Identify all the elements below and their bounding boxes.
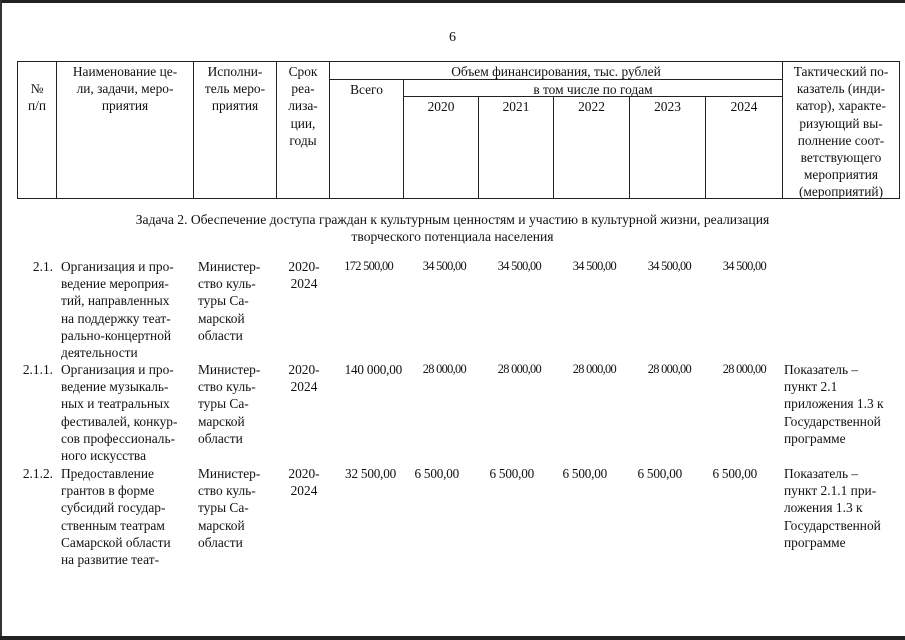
scan-edge-bottom [0, 636, 905, 640]
row-indicator: Показатель – пункт 2.1 приложения 1.3 к Государственной программе [784, 362, 884, 446]
header-year-2020: 2020 [427, 99, 455, 114]
header-year-2024: 2024 [730, 99, 758, 114]
row-total: 172 500,00 [344, 259, 393, 273]
row-name: Организация и про- ведение музыкаль- ных и театральных фестивалей, конкур- сов профессиональ- ного искусства [61, 362, 178, 464]
header-executor: Исполни- тель меро- приятия [204, 64, 266, 114]
row-name: Организация и про- ведение мероприя- тий, направленных на поддержку теат- рально-концертной деятельности [61, 259, 174, 361]
row-value-2020: 28 000,00 [422, 362, 466, 376]
header-year-2023: 2023 [654, 99, 681, 114]
header-indicator: Тактический по- казатель (инди- катор), характе- ризующий вы- полнение соот- ветствующего мероприятия (мероприятий) [793, 64, 889, 200]
header-financing: Объем финансирования, тыс. рублей [451, 64, 661, 79]
row-total: 140 000,00 [344, 362, 402, 377]
row-indicator: Показатель – пункт 2.1.1 при- ложения 1.3 к Государственной программе [784, 466, 881, 550]
row-value-2024: 6 500,00 [712, 466, 757, 481]
row-term: 2020- 2024 [288, 362, 320, 395]
header-year-2022: 2022 [578, 99, 605, 114]
row-term: 2020- 2024 [288, 259, 320, 292]
header-no: № п/п [27, 81, 47, 114]
header-term: Срок реа- лиза- ции, годы [288, 64, 318, 148]
row-value-2023: 34 500,00 [647, 259, 691, 273]
row-term: 2020- 2024 [288, 466, 320, 499]
row-total: 32 500,00 [345, 466, 396, 481]
scan-edge-top [0, 0, 905, 3]
row-executor: Министер- ство куль- туры Са- марской области [198, 466, 261, 550]
row-value-2021: 34 500,00 [497, 259, 541, 273]
row-value-2024: 34 500,00 [722, 259, 766, 273]
row-value-2022: 6 500,00 [562, 466, 607, 481]
row-executor: Министер- ство куль- туры Са- марской области [198, 259, 261, 343]
header-by-years: в том числе по годам [533, 82, 653, 97]
row-value-2023: 6 500,00 [637, 466, 682, 481]
row-value-2021: 6 500,00 [489, 466, 534, 481]
row-number: 2.1.2. [22, 466, 53, 481]
header-year-2021: 2021 [502, 99, 530, 114]
row-value-2024: 28 000,00 [722, 362, 766, 376]
header-name: Наименование це- ли, задачи, меро- приятия [72, 64, 178, 114]
row-value-2023: 28 000,00 [647, 362, 691, 376]
row-value-2022: 28 000,00 [572, 362, 616, 376]
page-number: 6 [449, 30, 456, 45]
header-total: Всего [350, 82, 383, 97]
task-title: Задача 2. Обеспечение доступа граждан к культурным ценностям и участию в культурной жизни, реализация творческого потенциала населения [135, 212, 770, 244]
row-value-2022: 34 500,00 [572, 259, 616, 273]
row-value-2020: 6 500,00 [414, 466, 459, 481]
row-number: 2.1.1. [22, 362, 53, 377]
row-name: Предоставление грантов в форме субсидий государ- ственным театрам Самарской области на развитие теат- [61, 466, 171, 568]
row-value-2020: 34 500,00 [422, 259, 466, 273]
scan-edge-left [0, 0, 2, 640]
row-value-2021: 28 000,00 [497, 362, 541, 376]
row-number: 2.1. [32, 259, 53, 274]
row-executor: Министер- ство куль- туры Са- марской области [198, 362, 261, 446]
